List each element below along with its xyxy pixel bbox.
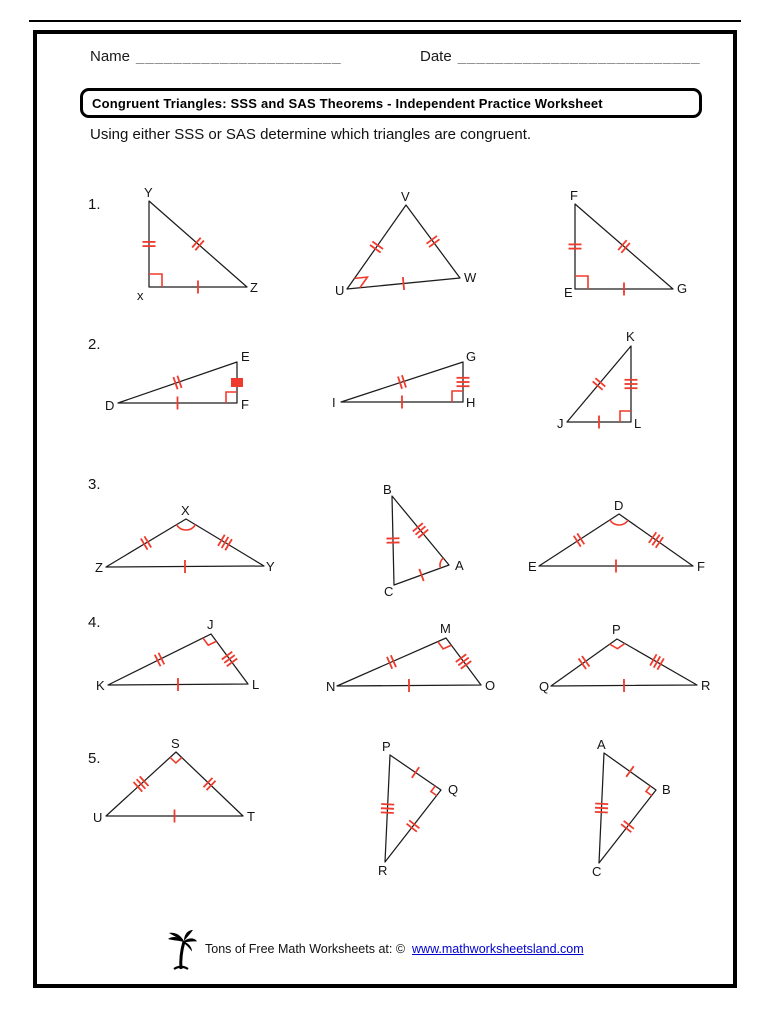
problem-number-1: 1.	[88, 196, 101, 213]
vertex-label-D: D	[614, 498, 624, 513]
right-angle-marker	[431, 786, 437, 795]
triangle-FEG	[564, 188, 687, 300]
vertex-label-E: E	[528, 559, 537, 574]
vertex-label-F: F	[570, 188, 578, 203]
vertex-label-J: J	[557, 416, 564, 431]
vertex-label-E: E	[564, 285, 573, 300]
triangle-PQR	[378, 739, 458, 878]
right-angle-marker	[610, 643, 625, 648]
name-blank-line: ______________________	[136, 48, 342, 65]
triangle-outline	[106, 519, 264, 567]
triangle-YxZ	[137, 185, 258, 303]
vertex-label-Z: Z	[250, 280, 258, 295]
vertex-label-J: J	[207, 617, 214, 632]
worksheet-title: Congruent Triangles: SSS and SAS Theorems - Independent Practice Worksheet	[92, 96, 603, 111]
vertex-label-C: C	[384, 584, 394, 599]
angle-arc-marker	[440, 558, 443, 568]
right-angle-marker	[452, 391, 463, 402]
footer	[164, 928, 584, 970]
vertex-label-Y: Y	[144, 185, 153, 200]
vertex-label-L: L	[634, 416, 642, 431]
name-label: Name	[90, 48, 131, 65]
problem-number-5: 5.	[88, 750, 101, 767]
triangle-outline	[337, 638, 481, 686]
tick-mark	[381, 804, 394, 805]
angle-arc-marker	[177, 525, 196, 530]
vertex-label-E: E	[241, 349, 250, 364]
triangle-ZXY	[95, 503, 275, 575]
problem-number-3: 3.	[88, 476, 101, 493]
palm-tree-icon	[164, 928, 198, 970]
vertex-label-A: A	[597, 737, 606, 752]
vertex-label-R: R	[378, 863, 388, 878]
vertex-label-F: F	[241, 397, 249, 412]
triangle-QPR	[539, 622, 710, 694]
vertex-label-Z: Z	[95, 560, 103, 575]
vertex-label-L: L	[252, 677, 260, 692]
vertex-label-I: I	[332, 395, 336, 410]
right-angle-marker	[149, 274, 162, 287]
triangle-outline	[108, 634, 248, 685]
vertex-label-P: P	[382, 739, 391, 754]
triangle-EDF	[528, 498, 705, 574]
vertex-label-C: C	[592, 864, 602, 879]
footer-link[interactable]: www.mathworksheetsland.com	[412, 942, 584, 956]
triangle-outline	[575, 204, 673, 289]
vertex-label-R: R	[701, 678, 711, 693]
vertex-label-D: D	[105, 398, 115, 413]
vertex-label-S: S	[171, 736, 180, 751]
tick-mark	[381, 812, 394, 813]
vertex-label-U: U	[93, 810, 103, 825]
vertex-label-W: W	[464, 270, 477, 285]
triangle-outline	[539, 514, 693, 566]
triangle-outline	[149, 201, 247, 287]
vertex-label-A: A	[455, 558, 464, 573]
vertex-label-X: X	[181, 503, 190, 518]
vertex-label-O: O	[485, 678, 496, 693]
vertex-label-G: G	[466, 349, 477, 364]
vertex-label-M: M	[440, 621, 451, 636]
vertex-label-B: B	[383, 482, 392, 497]
tick-mark	[412, 767, 419, 778]
vertex-label-Q: Q	[539, 679, 550, 694]
triangle-NMO	[326, 621, 495, 694]
triangle-UVW	[335, 189, 477, 298]
tick-mark	[595, 812, 608, 813]
right-angle-marker	[575, 276, 588, 289]
vertex-label-x: x	[137, 288, 144, 303]
tick-mark	[381, 808, 394, 809]
triangle-DEF	[105, 349, 250, 413]
triangle-outline	[551, 639, 697, 686]
tick-mark	[595, 808, 608, 809]
triangle-UST	[93, 736, 255, 825]
vertex-label-F: F	[697, 559, 705, 574]
right-angle-marker	[646, 786, 652, 796]
vertex-label-V: V	[401, 189, 410, 204]
vertex-label-K: K	[96, 678, 105, 693]
right-angle-marker	[170, 757, 182, 763]
triangle-BCA	[383, 482, 464, 599]
tick-mark	[626, 766, 634, 777]
vertex-label-N: N	[326, 679, 336, 694]
vertex-label-H: H	[466, 395, 476, 410]
angle-arc-marker	[610, 520, 628, 525]
vertex-label-B: B	[662, 782, 671, 797]
triangle-KJL	[96, 617, 259, 693]
vertex-label-K: K	[626, 329, 635, 344]
right-angle-marker	[620, 411, 631, 422]
instruction-text: Using either SSS or SAS determine which triangles are congruent.	[90, 126, 532, 143]
triangle-IGH	[332, 349, 476, 410]
vertex-label-Y: Y	[266, 559, 275, 574]
problem-number-2: 2.	[88, 336, 101, 353]
right-angle-marker	[354, 277, 367, 288]
vertex-label-U: U	[335, 283, 345, 298]
tick-mark	[595, 804, 608, 805]
vertex-label-P: P	[612, 622, 621, 637]
vertex-label-G: G	[677, 281, 688, 296]
date-label: Date	[420, 48, 452, 65]
triangle-outline	[347, 205, 460, 289]
tick-block	[231, 378, 243, 387]
triangle-ABC	[592, 737, 671, 879]
triangle-JKL	[557, 329, 641, 431]
vertex-label-T: T	[247, 809, 255, 824]
footer-text: Tons of Free Math Worksheets at: ©	[205, 942, 406, 956]
date-blank-line: __________________________	[457, 48, 701, 65]
tick-mark	[403, 277, 404, 290]
problem-number-4: 4.	[88, 614, 101, 631]
right-angle-marker	[226, 392, 237, 403]
vertex-label-Q: Q	[448, 782, 459, 797]
